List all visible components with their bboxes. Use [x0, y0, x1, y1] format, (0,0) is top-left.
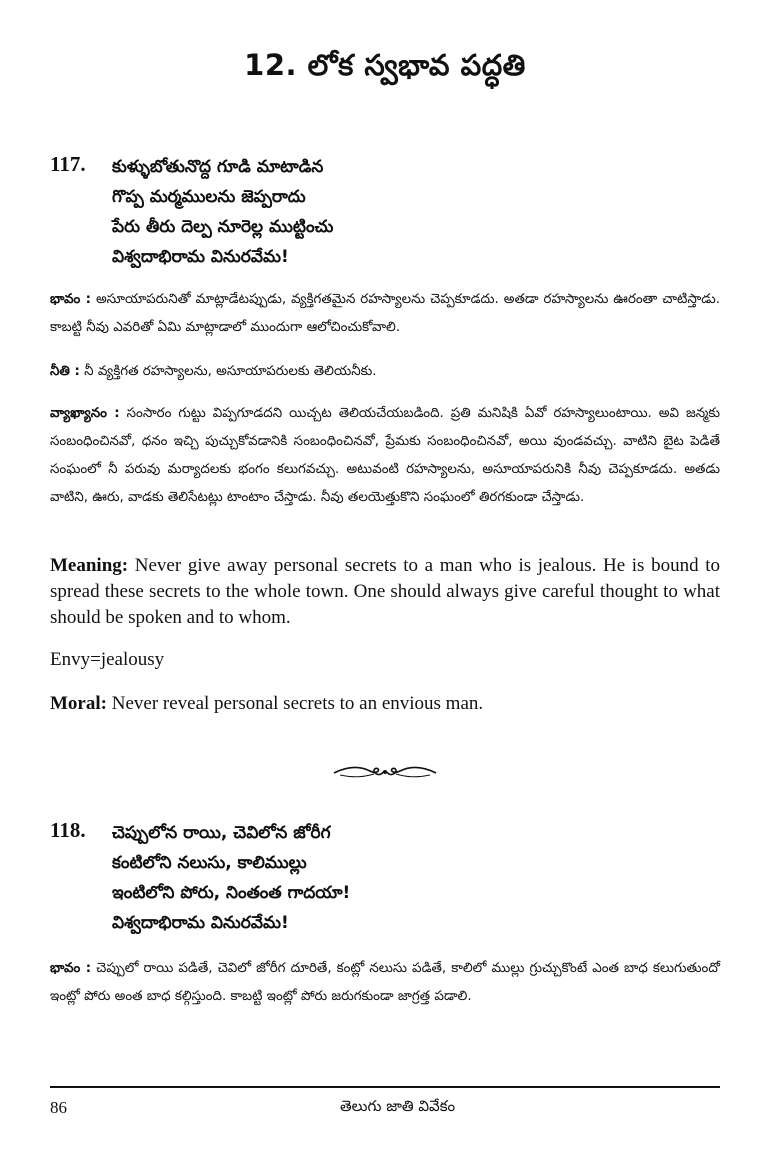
bhavam-label: భావం :	[50, 961, 92, 976]
moral-label: Moral:	[50, 693, 107, 714]
page-number: 86	[50, 1098, 67, 1117]
neeti-text: నీ వ్యక్తిగత రహస్యాలను, అసూయాపరులకు తెలియనీకు.	[84, 364, 377, 379]
bhavam-paragraph	[50, 286, 720, 342]
moral-paragraph	[50, 691, 720, 717]
vyakhyanam-text: సంసారం గుట్టు విప్పగూడదని యిచ్చట తెలియచేయబడింది. ప్రతి మనిషికి ఏవో రహస్యాలుంటాయి. అవి జన్మకు సంబంధించినవో, ధనం ఇచ్చి పుచ్చుకోవడానికి సంబంధించినవో, ప్రేమకు సంబంధించినవో, అయి వుండవచ్చు. వాటిని బైట పెడితే సంఘంలో నీ పరువు మర్యాదలకు భంగం కలుగవచ్చు. అటువంటి రహస్యాలను, అసూయాపరునికి నీవు చెప్పకూడదు. అతడు వాటిని, ఊరు, వాడకు తెలిసేటట్లు టాంటాం చేస్తాడు. నీవు తలయెత్తుకొని సంఘంలో తిరగకుండా చేస్తాడు.	[50, 406, 720, 505]
verse-line: పేరు తీరు దెల్ప నూరెల్ల ముట్టించు	[112, 217, 334, 237]
footer-divider	[50, 1086, 720, 1088]
meaning-paragraph	[50, 553, 720, 631]
moral-text: Never reveal personal secrets to an envious man.	[111, 693, 484, 714]
neeti-paragraph	[50, 358, 720, 386]
vyakhyanam-label: వ్యాఖ్యానం :	[50, 406, 120, 421]
verse-line: చెప్పులోన రాయి, చెవిలోన జోరీగ	[112, 823, 331, 843]
chapter-title: 12. లోక స్వభావ పద్ధతి	[244, 48, 526, 82]
bhavam-paragraph-118	[50, 955, 720, 1011]
verse-line: విశ్వదాభిరామ వినురవేమ!	[112, 247, 289, 267]
bhavam-text: అసూయాపరునితో మాట్లాడేటప్పుడు, వ్యక్తిగతమైన రహస్యాలను చెప్పకూడదు. అతడా రహస్యాలను ఊరంతా చాటిస్తాడు. కాబట్టి నీవు ఎవరితో ఏమి మాట్లాడాలో ముందుగా ఆలోచించుకోవాలి.	[50, 292, 720, 335]
verse-line: కంటిలోని నలుసు, కాలిముల్లు	[112, 853, 307, 873]
meaning-label: Meaning:	[50, 555, 129, 576]
envy-note: Envy=jealousy	[50, 649, 165, 670]
ornament-divider-icon	[330, 762, 440, 782]
verse-line: ఇంటిలోని పోరు, నింతంత గాదయా!	[112, 883, 351, 903]
verse-number: 117.	[50, 152, 86, 176]
verse-line: గొప్ప మర్మములను జెప్పరాదు	[112, 187, 306, 207]
meaning-text: Never give away personal secrets to a man who is jealous. He is bound to spread these secrets to the whole town. One should always give careful thought to what should be spoken and to whom.	[50, 555, 721, 628]
verse-line: విశ్వదాభిరామ వినురవేమ!	[112, 913, 289, 933]
document-page	[50, 0, 720, 1165]
verse-line: కుళ్ళుబోతునొద్ద గూడి మాటాడిన	[112, 157, 324, 177]
neeti-label: నీతి :	[50, 364, 80, 379]
vyakhyanam-paragraph	[50, 400, 720, 512]
verse-lines	[112, 152, 333, 272]
bhavam-label: భావం :	[50, 292, 91, 307]
book-title: తెలుగు జాతి వివేకం	[340, 1097, 456, 1115]
verse-number: 118.	[50, 818, 86, 842]
bhavam-text: చెప్పులో రాయి పడితే, చెవిలో జోరీగ దూరితే, కంట్లో నలుసు పడితే, కాలిలో ముల్లు గ్రుచ్చుకొంటే ఎంత బాధ కలుగుతుందో ఇంట్లో పోరు అంత బాధ కల్గిస్తుంది. కాబట్టి ఇంట్లో పోరు జరుగకుండా జాగ్రత్త పడాలి.	[50, 961, 720, 1004]
verse-lines	[112, 818, 350, 938]
